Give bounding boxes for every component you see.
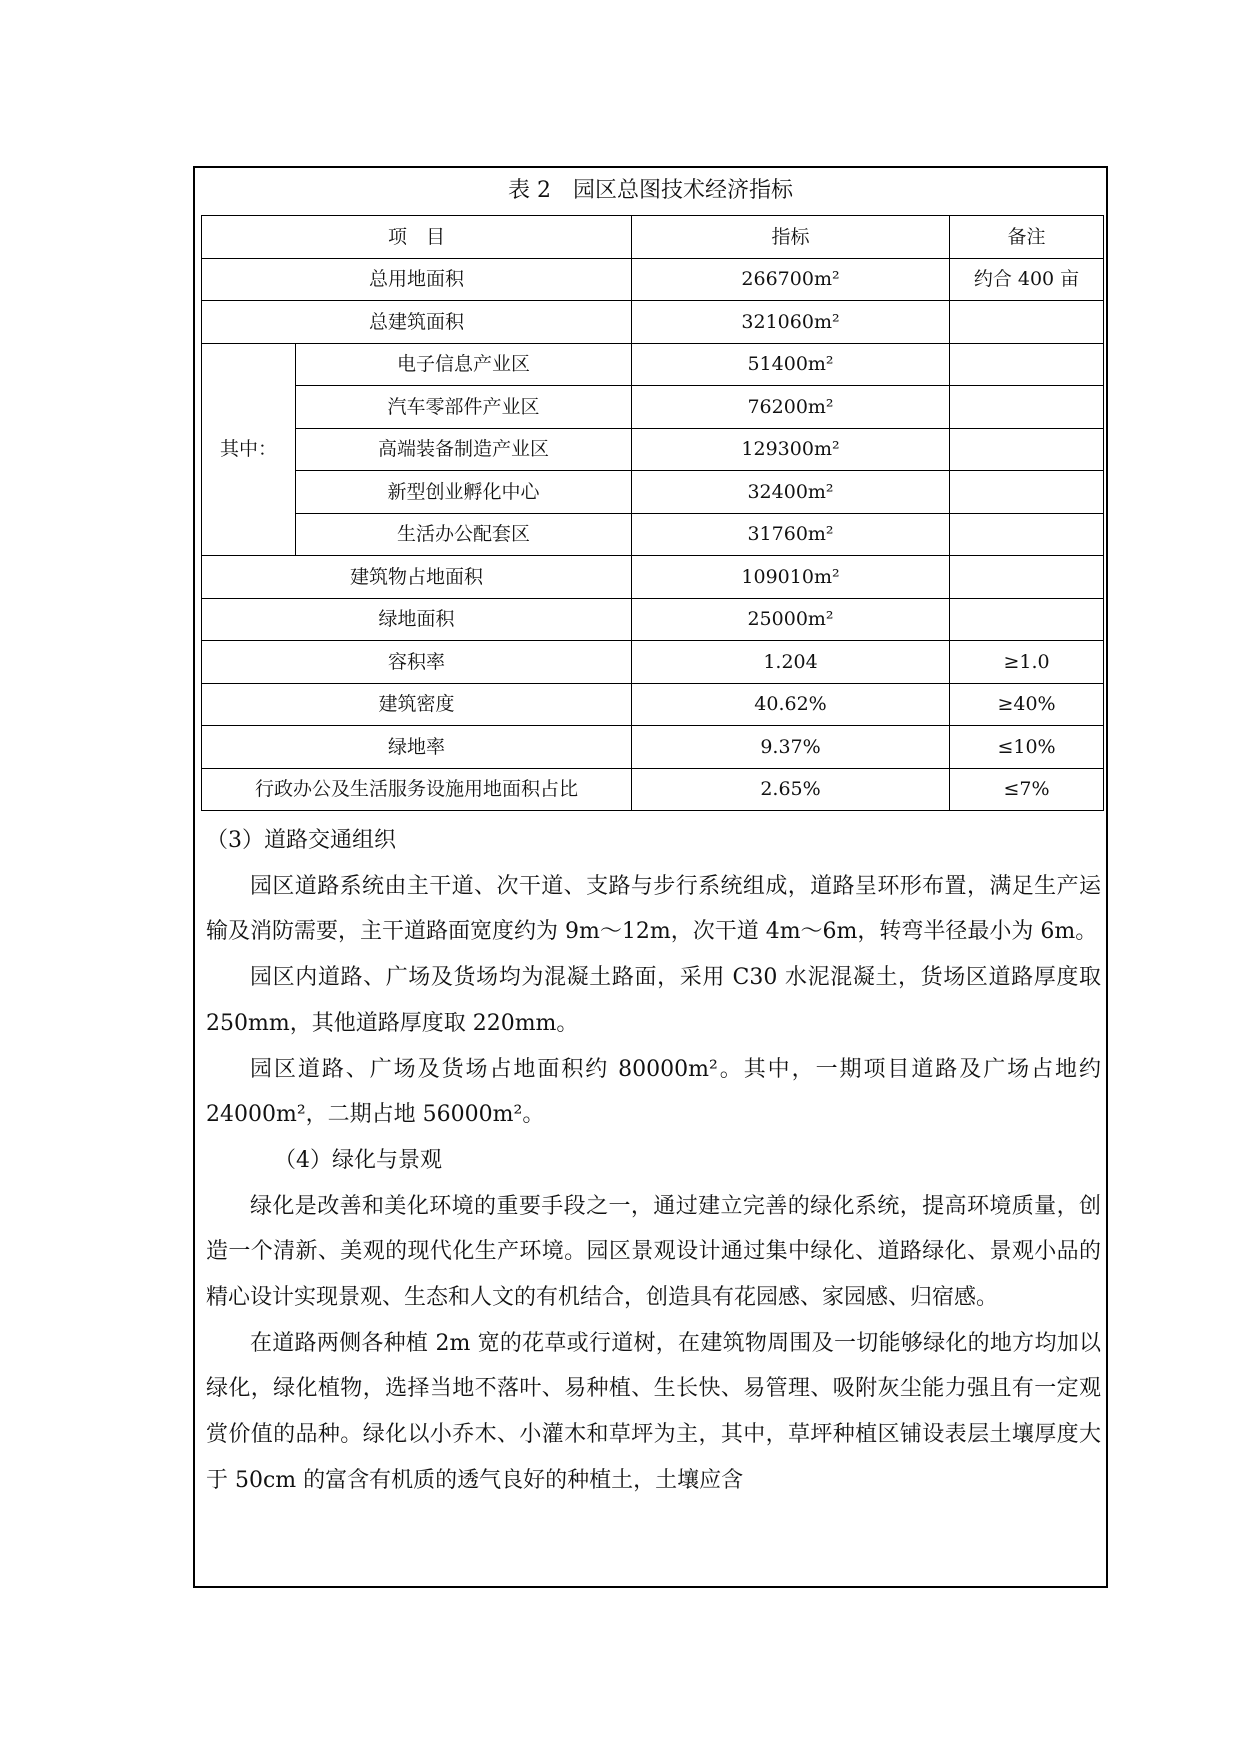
row-label: 容积率: [202, 641, 632, 684]
row-value: 76200m²: [632, 386, 950, 429]
table-row: [202, 683, 1104, 726]
row-value: 266700m²: [632, 258, 950, 301]
table-title: 表 2 园区总图技术经济指标: [508, 178, 793, 203]
header-item: 项 目: [202, 216, 632, 259]
table-row: [202, 726, 1104, 769]
row-remark: [950, 471, 1104, 514]
row-remark: ≥40%: [950, 683, 1104, 726]
paragraph: 园区道路、广场及货场占地面积约 80000m²。其中，一期项目道路及广场占地约 24000m²，二期占地 56000m²。: [206, 1056, 1101, 1128]
table-row: [202, 343, 1104, 386]
row-value: 129300m²: [632, 428, 950, 471]
paragraph: 园区道路系统由主干道、次干道、支路与步行系统组成，道路呈环形布置，满足生产运输及消防需要，主干道路面宽度约为 9m～12m，次干道 4m～6m，转弯半径最小为 6m。: [206, 873, 1101, 945]
row-remark: [950, 386, 1104, 429]
row-remark: [950, 428, 1104, 471]
section-heading-greening: （4）绿化与景观: [274, 1147, 442, 1173]
row-remark: 约合 400 亩: [950, 258, 1104, 301]
table-row: [202, 768, 1104, 811]
row-label: 行政办公及生活服务设施用地面积占比: [202, 768, 632, 811]
row-remark: [950, 343, 1104, 386]
row-label: 建筑密度: [202, 683, 632, 726]
header-remark: 备注: [950, 216, 1104, 259]
row-remark: ≤10%: [950, 726, 1104, 769]
table-row: [202, 556, 1104, 599]
row-value: 32400m²: [632, 471, 950, 514]
row-value: 321060m²: [632, 301, 950, 344]
indicator-table: [201, 215, 1104, 811]
row-remark: [950, 598, 1104, 641]
table-row: [202, 471, 1104, 514]
row-label: 汽车零部件产业区: [296, 386, 632, 429]
row-label: 高端装备制造产业区: [296, 428, 632, 471]
row-value: 40.62%: [632, 683, 950, 726]
table-row: [202, 513, 1104, 556]
row-label: 绿地面积: [202, 598, 632, 641]
paragraph: 绿化是改善和美化环境的重要手段之一，通过建立完善的绿化系统，提高环境质量，创造一个清新、美观的现代化生产环境。园区景观设计通过集中绿化、道路绿化、景观小品的精心设计实现景观、生态和人文的有机结合，创造具有花园感、家园感、归宿感。: [206, 1193, 1101, 1311]
row-remark: ≤7%: [950, 768, 1104, 811]
row-label: 总用地面积: [202, 258, 632, 301]
row-remark: [950, 301, 1104, 344]
row-label: 总建筑面积: [202, 301, 632, 344]
row-label: 绿地率: [202, 726, 632, 769]
row-remark: ≥1.0: [950, 641, 1104, 684]
paragraph: 园区内道路、广场及货场均为混凝土路面，采用 C30 水泥混凝土，货场区道路厚度取 250mm，其他道路厚度取 220mm。: [206, 965, 1101, 1036]
row-value: 109010m²: [632, 556, 950, 599]
table-row: [202, 641, 1104, 684]
table-row: [202, 428, 1104, 471]
row-label: 电子信息产业区: [296, 343, 632, 386]
row-label: 生活办公配套区: [296, 513, 632, 556]
row-value: 2.65%: [632, 768, 950, 811]
row-remark: [950, 556, 1104, 599]
table-row: [202, 598, 1104, 641]
section-heading-road: （3）道路交通组织: [206, 828, 396, 853]
row-value: 51400m²: [632, 343, 950, 386]
row-value: 1.204: [632, 641, 950, 684]
paragraph: 在道路两侧各种植 2m 宽的花草或行道树，在建筑物周围及一切能够绿化的地方均加以绿化，绿化植物，选择当地不落叶、易种植、生长快、易管理、吸附灰尘能力强且有一定观赏价值的品种。绿化以小乔木、小灌木和草坪为主，其中，草坪种植区铺设表层土壤厚度大于 50cm 的富含有机质的透气良好的种植土，土壤应含: [206, 1330, 1101, 1493]
row-value: 9.37%: [632, 726, 950, 769]
row-label: 建筑物占地面积: [202, 556, 632, 599]
body-text: [206, 818, 1101, 1504]
header-indicator: 指标: [632, 216, 950, 259]
table-header-row: [202, 216, 1104, 259]
row-value: 31760m²: [632, 513, 950, 556]
group-label: 其中：: [202, 343, 296, 556]
table-row: [202, 258, 1104, 301]
table-row: [202, 386, 1104, 429]
row-label: 新型创业孵化中心: [296, 471, 632, 514]
row-remark: [950, 513, 1104, 556]
row-value: 25000m²: [632, 598, 950, 641]
table-row: [202, 301, 1104, 344]
